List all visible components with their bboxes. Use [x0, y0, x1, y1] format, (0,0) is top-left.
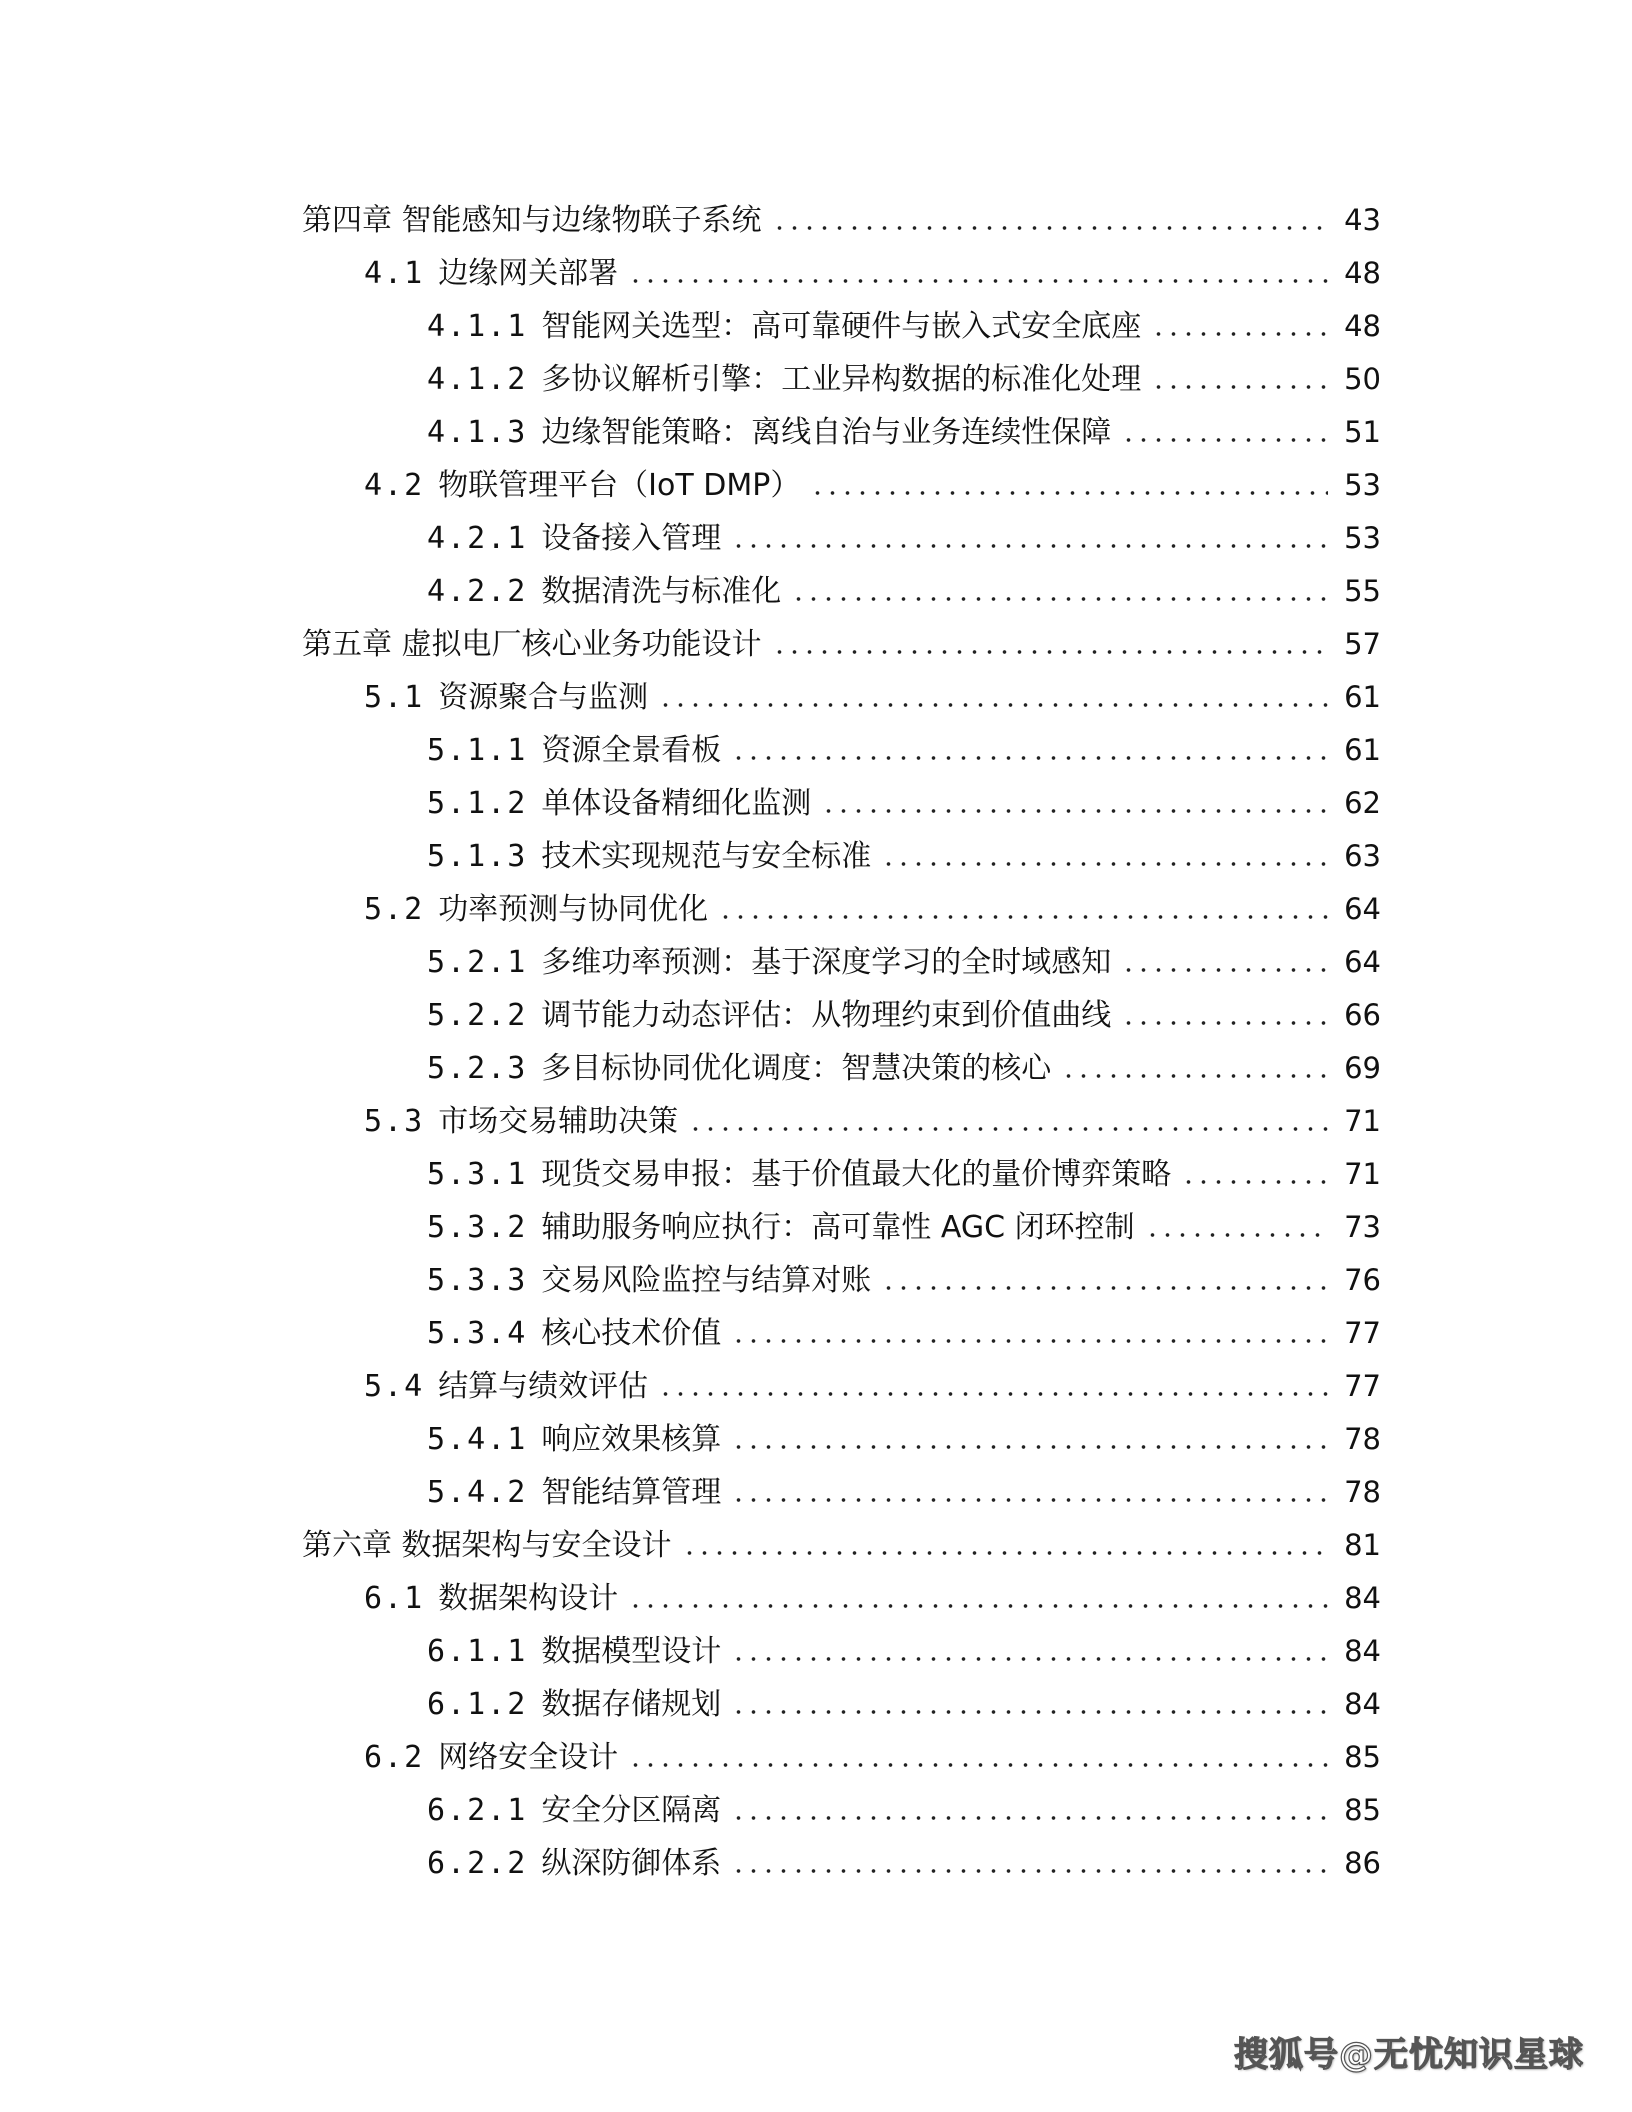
toc-page-number: 66	[1344, 998, 1381, 1032]
toc-dot-leader	[1151, 332, 1328, 336]
toc-entry-number: 6.2	[364, 1740, 425, 1775]
toc-entry-number: 5.4.2	[427, 1475, 528, 1510]
toc-entry-subsection[interactable]	[0, 1466, 1632, 1519]
toc-entry-title: 资源全景看板	[541, 733, 722, 768]
toc-dot-leader	[731, 1445, 1328, 1449]
toc-page-number: 86	[1344, 1846, 1381, 1880]
toc-entry-title: 技术实现规范与安全标准	[541, 839, 872, 874]
toc-entry-title: 交易风险监控与结算对账	[541, 1263, 872, 1298]
toc-entry-subsection[interactable]	[0, 1254, 1632, 1307]
toc-entry-number: 5.3.4	[427, 1316, 528, 1351]
toc-entry-subsection[interactable]	[0, 724, 1632, 777]
toc-page-number: 78	[1344, 1422, 1381, 1456]
toc-dot-leader	[658, 1392, 1328, 1396]
toc-entry-number: 5.3.1	[427, 1157, 528, 1192]
toc-entry-chapter-4[interactable]	[0, 194, 1632, 247]
toc-entry-number: 5.4.1	[427, 1422, 528, 1457]
toc-entry-section[interactable]	[0, 883, 1632, 936]
toc-dot-leader	[1145, 1233, 1329, 1237]
toc-entry-title: 数据模型设计	[541, 1634, 722, 1669]
toc-page-number: 55	[1344, 574, 1381, 608]
toc-entry-subsection[interactable]	[0, 1201, 1632, 1254]
toc-entry-section[interactable]	[0, 1731, 1632, 1784]
toc-page-number: 71	[1344, 1104, 1381, 1138]
toc-page-number: 64	[1344, 892, 1381, 926]
toc-entry-subsection[interactable]	[0, 1625, 1632, 1678]
toc-dot-leader	[731, 1657, 1328, 1661]
toc-dot-leader	[628, 1604, 1328, 1608]
toc-page-number: 78	[1344, 1475, 1381, 1509]
toc-entry-title: 功率预测与协同优化	[438, 892, 709, 927]
toc-entry-number: 4.1	[364, 256, 425, 291]
toc-page-number: 84	[1344, 1581, 1381, 1615]
toc-entry-number: 5.3.2	[427, 1210, 528, 1245]
toc-entry-section[interactable]	[0, 459, 1632, 512]
toc-page-number: 85	[1344, 1793, 1381, 1827]
toc-entry-title: 安全分区隔离	[541, 1793, 722, 1828]
toc-entry-title: 设备接入管理	[541, 521, 722, 556]
toc-entry-number: 5.2	[364, 892, 425, 927]
toc-entry-title: 多目标协同优化调度：智慧决策的核心	[541, 1051, 1052, 1086]
toc-entry-number: 5.2.3	[427, 1051, 528, 1086]
toc-entry-subsection[interactable]	[0, 830, 1632, 883]
toc-dot-leader	[772, 650, 1329, 654]
toc-entry-chapter-5[interactable]	[0, 618, 1632, 671]
toc-entry-section[interactable]	[0, 1572, 1632, 1625]
watermark: 搜狐号@无忧知识星球	[1234, 2035, 1584, 2075]
toc-dot-leader	[821, 809, 1328, 813]
toc-entry-subsection[interactable]	[0, 936, 1632, 989]
toc-entry-subsection[interactable]	[0, 353, 1632, 406]
toc-entry-title: 网络安全设计	[438, 1740, 619, 1775]
toc-entry-title: 智能网关选型：高可靠硬件与嵌入式安全底座	[541, 309, 1142, 344]
toc-entry-title: 边缘网关部署	[438, 256, 619, 291]
toc-dot-leader	[810, 491, 1328, 495]
toc-dot-leader	[688, 1127, 1328, 1131]
toc-page-number: 61	[1344, 733, 1381, 767]
toc-entry-section[interactable]	[0, 671, 1632, 724]
toc-page-number: 77	[1344, 1369, 1381, 1403]
toc-page-number: 71	[1344, 1157, 1381, 1191]
toc-dot-leader	[731, 1869, 1328, 1873]
toc-dot-leader	[682, 1551, 1329, 1555]
toc-entry-title: 边缘智能策略：离线自治与业务连续性保障	[541, 415, 1112, 450]
toc-entry-subsection[interactable]	[0, 1413, 1632, 1466]
toc-page-number: 84	[1344, 1687, 1381, 1721]
toc-dot-leader	[731, 1710, 1328, 1714]
toc-page-number: 73	[1344, 1210, 1381, 1244]
toc-page-number: 81	[1344, 1528, 1381, 1562]
toc-entry-number: 4.1.2	[427, 362, 528, 397]
toc-dot-leader	[1121, 968, 1328, 972]
toc-dot-leader	[731, 1498, 1328, 1502]
toc-page-number: 62	[1344, 786, 1381, 820]
toc-page-number: 53	[1344, 521, 1381, 555]
toc-entry-subsection[interactable]	[0, 512, 1632, 565]
toc-entry-subsection[interactable]	[0, 777, 1632, 830]
toc-entry-title: 核心技术价值	[541, 1316, 722, 1351]
toc-entry-title: 资源聚合与监测	[438, 680, 649, 715]
toc-page-number: 64	[1344, 945, 1381, 979]
toc-entry-number: 5.1	[364, 680, 425, 715]
toc-dot-leader	[881, 862, 1328, 866]
toc-entry-subsection[interactable]	[0, 406, 1632, 459]
toc-entry-number: 5.3	[364, 1104, 425, 1139]
toc-entry-number: 5.4	[364, 1369, 425, 1404]
toc-page-number: 48	[1344, 256, 1381, 290]
toc-dot-leader	[731, 1339, 1328, 1343]
toc-page-number: 53	[1344, 468, 1381, 502]
toc-entry-number: 5.2.2	[427, 998, 528, 1033]
toc-page-number: 76	[1344, 1263, 1381, 1297]
toc-dot-leader	[1061, 1074, 1328, 1078]
toc-entry-subsection[interactable]	[0, 1837, 1632, 1890]
toc-entry-number: 6.1.1	[427, 1634, 528, 1669]
toc-entry-number: 5.2.1	[427, 945, 528, 980]
toc-dot-leader	[731, 1816, 1328, 1820]
toc-page-number: 84	[1344, 1634, 1381, 1668]
toc-entry-section[interactable]	[0, 1360, 1632, 1413]
toc-page-number: 43	[1344, 203, 1381, 237]
toc-dot-leader	[1151, 385, 1328, 389]
toc-dot-leader	[1121, 1021, 1328, 1025]
toc-dot-leader	[772, 226, 1329, 230]
toc-entry-title: 响应效果核算	[541, 1422, 722, 1457]
toc-entry-title: 调节能力动态评估：从物理约束到价值曲线	[541, 998, 1112, 1033]
toc-entry-title: 物联管理平台（IoT DMP）	[438, 468, 801, 503]
toc-entry-subsection[interactable]	[0, 1148, 1632, 1201]
table-of-contents	[0, 194, 1632, 1890]
toc-entry-title: 纵深防御体系	[541, 1846, 722, 1881]
toc-entry-subsection[interactable]	[0, 565, 1632, 618]
toc-entry-number: 4.2.2	[427, 574, 528, 609]
toc-page-number: 51	[1344, 415, 1381, 449]
toc-entry-number: 4.2	[364, 468, 425, 503]
toc-entry-title: 现货交易申报：基于价值最大化的量价博弈策略	[541, 1157, 1172, 1192]
toc-entry-number: 4.1.1	[427, 309, 528, 344]
toc-page-number: 50	[1344, 362, 1381, 396]
toc-entry-section[interactable]	[0, 1095, 1632, 1148]
toc-entry-title: 结算与绩效评估	[438, 1369, 649, 1404]
toc-entry-title: 数据存储规划	[541, 1687, 722, 1722]
toc-entry-chapter-6[interactable]	[0, 1519, 1632, 1572]
toc-page-number: 63	[1344, 839, 1381, 873]
toc-page-number: 57	[1344, 627, 1381, 661]
toc-entry-section[interactable]	[0, 247, 1632, 300]
toc-entry-number: 6.1	[364, 1581, 425, 1616]
toc-entry-title: 单体设备精细化监测	[541, 786, 812, 821]
toc-page-number: 48	[1344, 309, 1381, 343]
toc-entry-number: 6.1.2	[427, 1687, 528, 1722]
toc-entry-title: 多维功率预测：基于深度学习的全时域感知	[541, 945, 1112, 980]
toc-dot-leader	[1181, 1180, 1328, 1184]
toc-entry-subsection[interactable]	[0, 1307, 1632, 1360]
toc-page-number: 61	[1344, 680, 1381, 714]
toc-entry-subsection[interactable]	[0, 300, 1632, 353]
toc-dot-leader	[628, 279, 1328, 283]
toc-entry-number: 5.3.3	[427, 1263, 528, 1298]
toc-entry-title: 智能结算管理	[541, 1475, 722, 1510]
toc-entry-title: 辅助服务响应执行：高可靠性 AGC 闭环控制	[541, 1210, 1135, 1245]
toc-entry-subsection[interactable]	[0, 1678, 1632, 1731]
toc-page-number: 69	[1344, 1051, 1381, 1085]
toc-entry-subsection[interactable]	[0, 1042, 1632, 1095]
toc-entry-title: 市场交易辅助决策	[438, 1104, 679, 1139]
toc-dot-leader	[791, 597, 1328, 601]
toc-dot-leader	[658, 703, 1328, 707]
toc-entry-number: 5.1.2	[427, 786, 528, 821]
toc-entry-title: 数据架构设计	[438, 1581, 619, 1616]
toc-entry-number: 6.2.2	[427, 1846, 528, 1881]
toc-entry-title: 第六章 数据架构与安全设计	[302, 1528, 672, 1563]
toc-page-number: 77	[1344, 1316, 1381, 1350]
toc-entry-title: 第五章 虚拟电厂核心业务功能设计	[302, 627, 762, 662]
toc-entry-number: 6.2.1	[427, 1793, 528, 1828]
toc-entry-subsection[interactable]	[0, 1784, 1632, 1837]
toc-dot-leader	[881, 1286, 1328, 1290]
toc-entry-title: 多协议解析引擎：工业异构数据的标准化处理	[541, 362, 1142, 397]
toc-entry-title: 第四章 智能感知与边缘物联子系统	[302, 203, 762, 238]
toc-dot-leader	[1121, 438, 1328, 442]
toc-entry-number: 4.2.1	[427, 521, 528, 556]
toc-entry-subsection[interactable]	[0, 989, 1632, 1042]
toc-page-number: 85	[1344, 1740, 1381, 1774]
toc-entry-number: 5.1.3	[427, 839, 528, 874]
toc-entry-number: 5.1.1	[427, 733, 528, 768]
toc-entry-title: 数据清洗与标准化	[541, 574, 782, 609]
toc-dot-leader	[628, 1763, 1328, 1767]
toc-dot-leader	[731, 756, 1328, 760]
toc-entry-number: 4.1.3	[427, 415, 528, 450]
toc-dot-leader	[718, 915, 1328, 919]
toc-dot-leader	[731, 544, 1328, 548]
